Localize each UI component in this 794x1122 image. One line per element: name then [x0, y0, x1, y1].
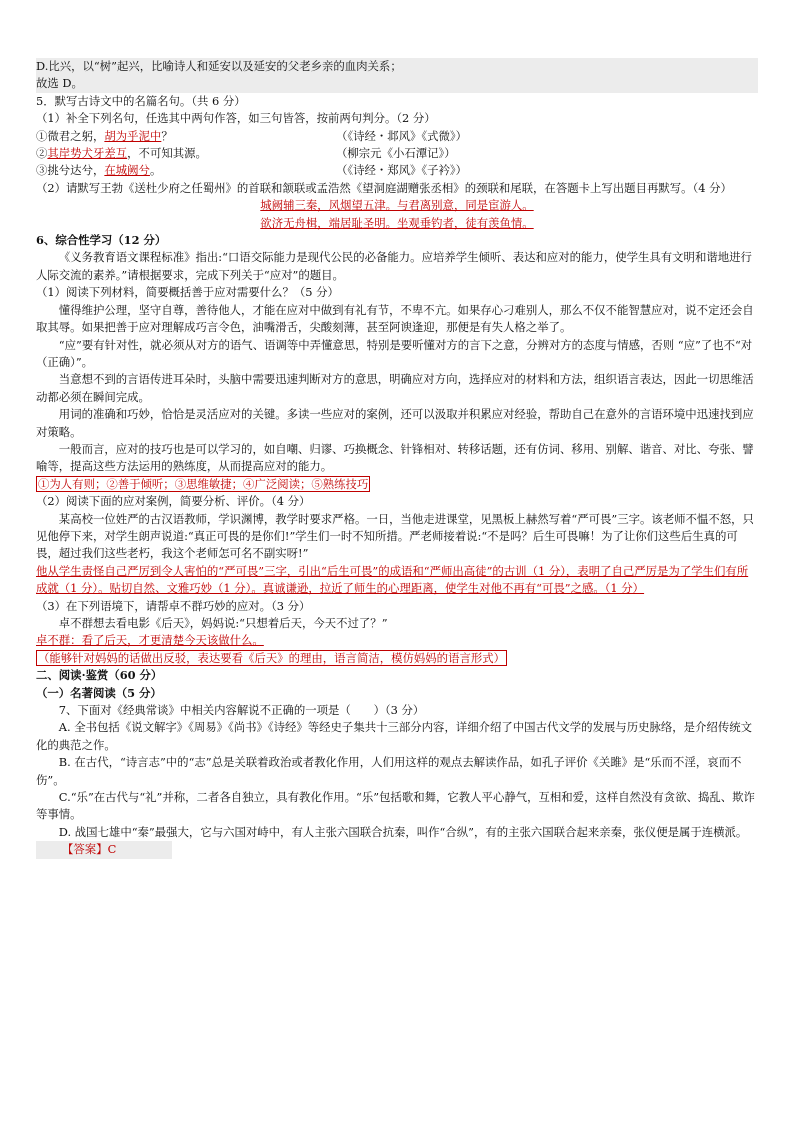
q6-material-3: 当意想不到的言语传进耳朵时，头脑中需要迅速判断对方的意思，明确应对方向，选择应对的材料和方法，组织语言表达，因此一切思维活动都必须在瞬间完成。	[36, 372, 754, 404]
q6-title: 6、综合性学习（12 分）	[36, 233, 167, 248]
q6-intro: 《义务教育语文课程标准》指出:“口语交际能力是现代公民的必备能力。应培养学生倾听、表达和应对的能力，使学生具有文明和谐地进行人际交流的素养。”请根据要求，完成下列关于“应对”的题目。	[36, 250, 752, 282]
q5-answer-a-text: 城阙辅三秦，风烟望五津。与君离别意，同是宦游人。	[260, 198, 534, 213]
q6-answer-3-note	[36, 650, 758, 667]
q5-line-2	[36, 145, 758, 162]
q6-material-2: “应”要有针对性，就必须从对方的语气、语调等中弄懂意思，特别是要听懂对方的言下之意，分辨对方的态度与情感，否则 “应”了也不“对（正确）”。	[36, 337, 753, 369]
q5-l2-pre: ②	[36, 146, 48, 161]
q6-sub1: （1）阅读下列材料，简要概括善于应对需要什么？（5 分）	[36, 285, 339, 300]
q6-answer-1-text: ①为人有则；②善于倾听；③思维敏捷；④广泛阅读；⑤熟练技巧	[38, 476, 369, 491]
q6-case: 某高校一位姓严的古汉语教师，学识渊博，教学时要求严格。一日，当他走进课堂，见黑板上赫然写着“严可畏”三字。该老师不愠不怒，只见他停下来，对学生朗声说道:“真正可畏的是你们!”学生们一时不知所措。严老师接着说:“不是吗？后生可畏嘛！为了让你们这些后生真的可畏，超过我们这些老朽，我这个老师怎可名不副实呀!”	[36, 511, 754, 561]
q6-material-1: 懂得维护公理，坚守自尊，善待他人，才能在应对中做到有礼有节，不卑不亢。如果存心刁难别人，那么不仅不能智慧应对，说不定还会自取其辱。如果把善于应对理解成巧言令色，油嘴滑舌，尖酸刻薄，甚至阿谀逢迎，那便是有失人格之举了。	[36, 302, 754, 335]
q6-answer-3-text: 卓不群：看了后天，才更清楚今天该做什么。	[36, 633, 264, 648]
document-page	[36, 58, 758, 859]
q6-answer-2-text: 他从学生责怪自己严厉到令人害怕的“严可畏”三字，引出“后生可畏”的成语和“严师出高徒”的古训（1 分），表明了自己严厉是为了学生们有所成就（1 分）。贴切自然、文雅巧妙（1 分）。真诚谦逊，拉近了师生的心理距离，使学生对他不再有“可畏”之感。（1 分）	[36, 563, 749, 596]
q6-sub3: （3）在下列语境下，请帮卓不群巧妙的应对。（3 分）	[36, 598, 311, 613]
q6-answer-3-note-text: （能够针对妈妈的话做出反驳，表达要看《后天》的理由，语言简洁，模仿妈妈的语言形式）	[38, 650, 506, 665]
section-2-part-1: （一）名著阅读（5 分）	[36, 685, 162, 700]
q5-l3-pre: ③挑兮达兮，	[36, 163, 105, 178]
q5-l3-source: （《诗经・郑风》《子衿》）	[336, 163, 467, 178]
q5-answer-b	[36, 215, 758, 232]
q5-answer-a	[36, 197, 758, 214]
q5-line-3	[36, 162, 758, 179]
q7-answer: 【答案】C	[36, 841, 172, 858]
previous-answer: 故选 D。	[36, 75, 758, 92]
q5-l1-answer: 胡为乎泥中	[104, 128, 162, 143]
section-2-title: 二、阅读·鉴赏（60 分）	[36, 668, 163, 683]
q5-answer-b-text: 欲济无舟楫，端居耻圣明。坐观垂钓者，徒有羡鱼情。	[260, 215, 534, 230]
q5-sub1: （1）补全下列名句，任选其中两句作答，如三句皆答，按前两句判分。（2 分）	[36, 111, 436, 126]
q7-option-d: D. 战国七雄中“秦”最强大，它与六国对峙中，有人主张六国联合抗秦，叫作“合纵”，有的主张六国联合起来亲秦，张仪便是属于连横派。	[58, 824, 748, 839]
q6-answer-1	[36, 476, 758, 493]
q6-context: 卓不群想去看电影《后天》，妈妈说:“只想着后天，今天不过了？”	[58, 616, 388, 630]
q5-l2-answer: 其岸势犬牙差互	[47, 146, 128, 161]
q7-option-b: B. 在古代，“诗言志”中的“志”总是关联着政治或者教化作用，人们用这样的观点去解读作品，如孔子评价《关雎》是“乐而不淫，哀而不伤”。	[36, 755, 742, 787]
q5-l1-source: （《诗经・邶风》《式微》）	[336, 128, 467, 143]
q5-l2-source: （柳宗元《小石潭记》）	[336, 146, 456, 161]
q7-option-c: C.“乐”在古代与“礼”并称，二者各自独立，具有教化作用。“乐”包括歌和舞，它教人平心静气，互相和爱，这样自然没有贪欲、捣乱、欺诈等事情。	[36, 790, 755, 822]
q7-option-a: A. 全书包括《说文解字》《周易》《尚书》《诗经》等经史子集共十三部分内容，详细介绍了中国古代文学的发展与历史脉络，是介绍传统文化的典范之作。	[36, 720, 752, 752]
q5-line-1	[36, 128, 758, 145]
q7-answer-row	[36, 841, 758, 858]
q7-stem: 7、下面对《经典常谈》中相关内容解说不正确的一项是（ ）（3 分）	[58, 703, 425, 718]
q5-l2-post: ，不可知其源。	[127, 146, 207, 161]
q6-answer-3	[36, 632, 758, 649]
q6-sub2: （2）阅读下面的应对案例，简要分析、评价。（4 分）	[36, 494, 311, 509]
option-d-explanation: D.比兴，以“树”起兴，比喻诗人和延安以及延安的父老乡亲的血肉关系；	[36, 58, 758, 75]
q6-answer-2	[36, 563, 758, 598]
q5-title: 5．默写古诗文中的名篇名句。（共 6 分）	[36, 93, 246, 108]
q5-l3-answer: 在城阙兮	[104, 163, 150, 178]
q5-l1-post: ？	[161, 128, 173, 143]
q5-l1-pre: ①微君之躬，	[36, 128, 105, 143]
q6-material-5: 一般而言，应对的技巧也是可以学习的，如自嘲、归谬、巧换概念、针锋相对、转移话题，还有仿词、移用、别解、谐音、对比、夸张、譬喻等，提高这些方法运用的熟练度，从而提高应对的能力。	[36, 441, 754, 474]
q6-material-4: 用词的准确和巧妙，恰恰是灵活应对的关键。多读一些应对的案例，还可以汲取并积累应对经验，帮助自己在意外的言语环境中迅速找到应对策略。	[36, 407, 754, 439]
q5-l3-post: 。	[149, 163, 162, 178]
q5-sub2: （2）请默写王勃《送杜少府之任蜀州》的首联和颔联或孟浩然《望洞庭湖赠张丞相》的颈联和尾联，在答题卡上写出题目再默写。（4 分）	[36, 180, 732, 195]
